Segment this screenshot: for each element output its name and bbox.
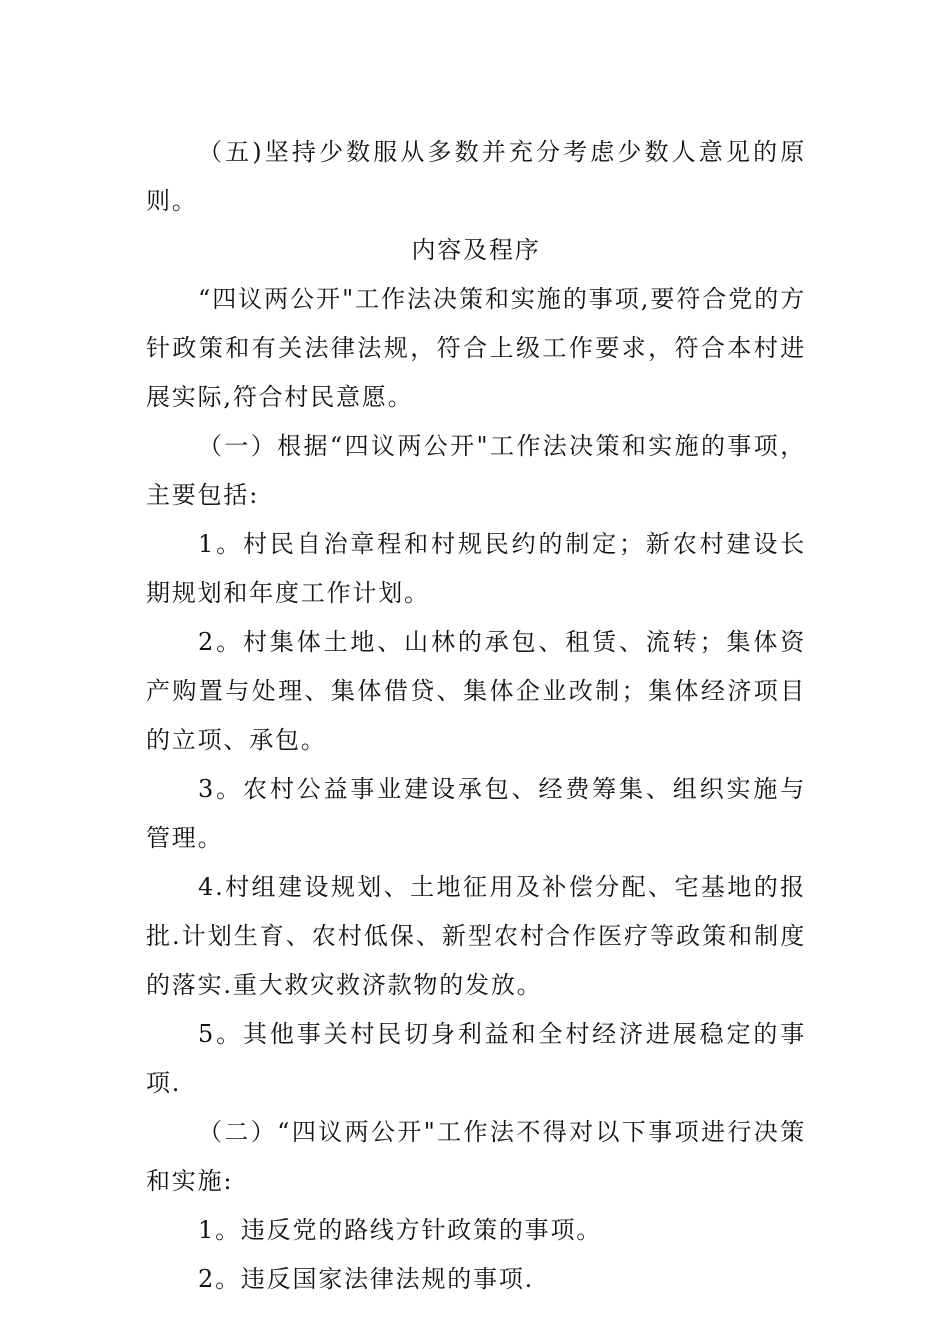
paragraph-principle-five: （五)坚持少数服从多数并充分考虑少数人意见的原则。 xyxy=(146,138,806,215)
paragraph-intro: “四议两公开"工作法决策和实施的事项,要符合党的方针政策和有关法律法规，符合上级工作要求，符合本村进展实际,符合村民意愿。 xyxy=(146,285,806,411)
list-item: 2。村集体土地、山林的承包、租赁、流转；集体资产购置与处理、集体借贷、集体企业改制；集体经济项目的立项、承包。 xyxy=(146,628,806,754)
paragraph-item-one-heading: （一）根据“四议两公开"工作法决策和实施的事项，主要包括: xyxy=(146,432,806,509)
section-heading: 内容及程序 xyxy=(411,236,541,264)
document-body xyxy=(146,128,806,1304)
list-item: 5。其他事关村民切身利益和全村经济进展稳定的事项. xyxy=(146,1020,806,1097)
list-item: 4.村组建设规划、土地征用及补偿分配、宅基地的报批.计划生育、农村低保、新型农村合作医疗等政策和制度的落实.重大救灾救济款物的发放。 xyxy=(146,873,806,999)
list-item: 2。违反国家法律法规的事项. xyxy=(198,1265,535,1293)
list-item: 3。农村公益事业建设承包、经费筹集、组织实施与管理。 xyxy=(146,775,806,852)
list-item: 1。村民自治章程和村规民约的制定；新农村建设长期规划和年度工作计划。 xyxy=(146,530,806,607)
list-item: 1。违反党的路线方针政策的事项。 xyxy=(198,1216,603,1244)
paragraph-item-two-heading: （二）“四议两公开"工作法不得对以下事项进行决策和实施: xyxy=(146,1118,806,1195)
